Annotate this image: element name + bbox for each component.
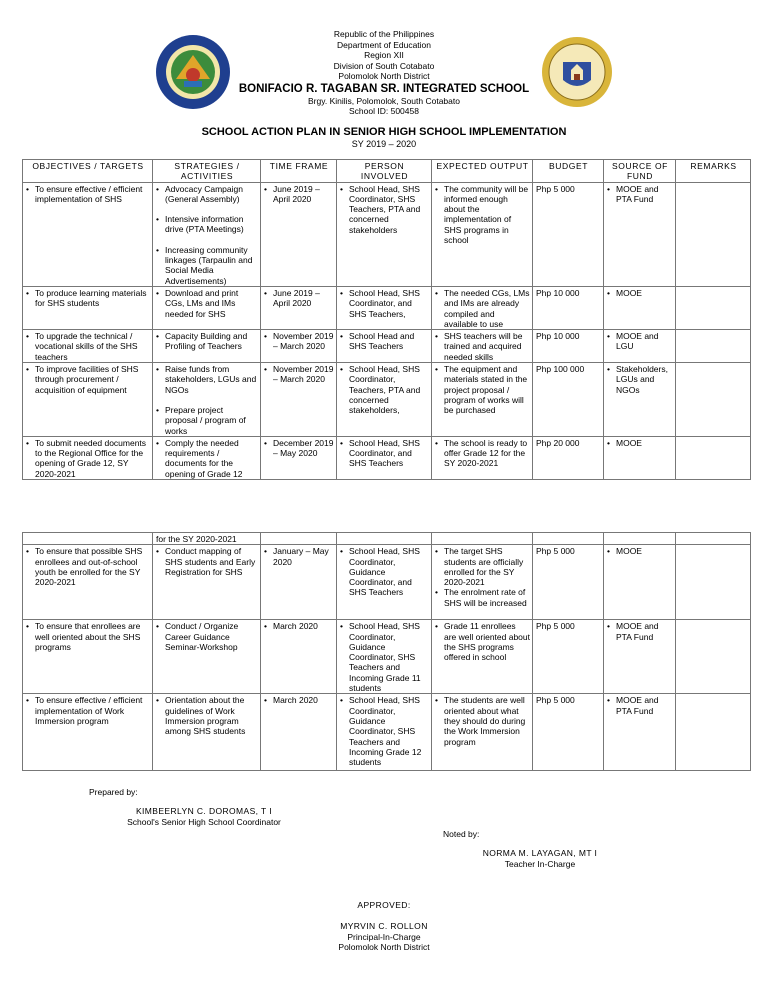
table-row bbox=[23, 363, 751, 437]
col-strategies: STRATEGIES / ACTIVITIES bbox=[153, 160, 261, 183]
bullet-icon: • bbox=[435, 695, 438, 706]
remarks-cell bbox=[676, 545, 751, 620]
objective-text: To produce learning materials for SHS students bbox=[35, 287, 147, 309]
outputs-cell bbox=[432, 436, 533, 479]
remarks-cell bbox=[676, 620, 751, 694]
header-region: Region XII bbox=[364, 50, 404, 60]
fund-source-text: MOOE bbox=[616, 546, 642, 557]
time-frame bbox=[264, 695, 334, 705]
bullet-icon: • bbox=[156, 287, 159, 298]
budget-cell: Php 20 000 bbox=[533, 436, 604, 479]
bullet-icon: • bbox=[340, 183, 343, 194]
objective bbox=[26, 438, 150, 479]
col-source-of-fund: SOURCE OF FUND bbox=[604, 160, 676, 183]
strategy-text: Advocacy Campaign (General Assembly) bbox=[165, 183, 243, 204]
strategy bbox=[156, 438, 258, 479]
strategy-text: Intensive information drive (PTA Meetings) bbox=[165, 214, 244, 235]
strategies-cell bbox=[153, 694, 261, 771]
budget-cell: Php 5 000 bbox=[533, 545, 604, 620]
persons-cell bbox=[337, 545, 432, 620]
bullet-icon: • bbox=[264, 183, 267, 194]
expected-output-text: The target SHS students are officially enrolled for the SY 2020-2021 bbox=[444, 546, 524, 588]
fund-source-text: MOOE and PTA Fund bbox=[616, 695, 659, 716]
persons-cell bbox=[337, 620, 432, 694]
prepared-by-name: KIMBEERLYN C. DOROMAS, T I bbox=[135, 806, 273, 816]
budget-cell: Php 5 000 bbox=[533, 182, 604, 286]
strategies-cell bbox=[153, 330, 261, 363]
objective-cell bbox=[23, 694, 153, 771]
school-name: BONIFACIO R. TAGABAN SR. INTEGRATED SCHOOL bbox=[238, 83, 530, 95]
table-row bbox=[23, 620, 751, 694]
objective-text: To ensure effective / efficient implementation of Work Immersion program bbox=[35, 695, 143, 726]
persons bbox=[340, 546, 429, 597]
approved-name: MYRVIN C. ROLLON bbox=[340, 921, 428, 931]
fund-source-text: MOOE and PTA Fund bbox=[616, 183, 659, 204]
continuation-row bbox=[23, 533, 751, 545]
objective-cell bbox=[23, 545, 153, 620]
persons-cell bbox=[337, 694, 432, 771]
bullet-icon: • bbox=[264, 437, 267, 448]
bullet-icon: • bbox=[435, 437, 438, 448]
expected-output bbox=[435, 621, 530, 662]
time-frame-cell bbox=[261, 620, 337, 694]
approved-label: APPROVED: bbox=[357, 900, 411, 910]
remarks-cell bbox=[676, 330, 751, 363]
bullet-icon: • bbox=[26, 331, 29, 342]
objective-cell bbox=[23, 182, 153, 286]
objective-text: To ensure that enrollees are well oriented about the SHS programs bbox=[35, 621, 141, 652]
persons bbox=[340, 621, 429, 693]
strategy bbox=[156, 405, 258, 436]
strategy bbox=[156, 621, 258, 652]
bullet-icon: • bbox=[156, 244, 159, 255]
bullet-icon: • bbox=[435, 621, 438, 632]
fund-source-text: MOOE and PTA Fund bbox=[616, 621, 659, 642]
objective bbox=[26, 546, 150, 587]
header-district: Polomolok North District bbox=[338, 71, 430, 81]
persons-cell bbox=[337, 363, 432, 437]
expected-output bbox=[435, 438, 530, 469]
bullet-icon: • bbox=[607, 437, 610, 448]
header-republic: Republic of the Philippines bbox=[333, 29, 435, 39]
bullet-icon: • bbox=[340, 695, 343, 706]
persons-cell bbox=[337, 330, 432, 363]
expected-output-text: The needed CGs, LMs and IMs are already compiled and available to use bbox=[444, 287, 530, 329]
expected-output-text: The enrolment rate of SHS will be increased bbox=[444, 587, 527, 608]
persons-text: School Head, SHS Coordinator, and SHS Teachers, bbox=[349, 287, 420, 319]
persons bbox=[340, 695, 429, 767]
objective bbox=[26, 364, 150, 395]
objective bbox=[26, 695, 150, 726]
fund-cell bbox=[604, 436, 676, 479]
strategies-cell bbox=[153, 182, 261, 286]
objective-text: To submit needed documents to the Regional Office for the opening of Grade 12, SY 2020-2021 bbox=[35, 437, 147, 479]
strategies-cell bbox=[153, 620, 261, 694]
bullet-icon: • bbox=[340, 546, 343, 557]
time-frame-text: March 2020 bbox=[273, 621, 318, 632]
expected-output-text: The school is ready to offer Grade 12 for the SY 2020-2021 bbox=[444, 437, 528, 469]
action-plan-table-page-2 bbox=[22, 532, 751, 771]
time-frame-cell bbox=[261, 436, 337, 479]
time-frame bbox=[264, 331, 334, 352]
strategy-text: Comply the needed requirements / documents for the opening of Grade 12 bbox=[165, 437, 243, 479]
noted-by-position: Teacher In-Charge bbox=[504, 859, 576, 869]
objective-cell bbox=[23, 286, 153, 329]
time-frame-text: November 2019 – March 2020 bbox=[273, 331, 334, 352]
objective bbox=[26, 331, 150, 362]
fund-cell bbox=[604, 330, 676, 363]
budget-cell: Php 5 000 bbox=[533, 620, 604, 694]
persons-cell bbox=[337, 182, 432, 286]
table-row bbox=[23, 436, 751, 479]
table-row bbox=[23, 545, 751, 620]
bullet-icon: • bbox=[156, 331, 159, 342]
strategy-text: Capacity Building and Profiling of Teachers bbox=[165, 331, 248, 352]
fund-source bbox=[607, 288, 673, 298]
outputs-cell bbox=[432, 182, 533, 286]
school-id: School ID: 500458 bbox=[349, 106, 419, 116]
objective-text: To ensure that possible SHS enrollees and out-of-school youth be enrolled for the SY 2020-2021 bbox=[35, 546, 143, 588]
expected-output bbox=[435, 364, 530, 415]
strategy bbox=[156, 245, 258, 286]
plan-title: SCHOOL ACTION PLAN IN SENIOR HIGH SCHOOL IMPLEMENTATION bbox=[201, 126, 567, 138]
time-frame-cell bbox=[261, 694, 337, 771]
bullet-icon: • bbox=[264, 287, 267, 298]
bullet-icon: • bbox=[26, 287, 29, 298]
strategy bbox=[156, 364, 258, 395]
objective bbox=[26, 621, 150, 652]
bullet-icon: • bbox=[435, 364, 438, 375]
persons-text: School Head, SHS Coordinator, and SHS Teachers bbox=[349, 437, 420, 469]
outputs-cell bbox=[432, 694, 533, 771]
remarks-cell bbox=[676, 182, 751, 286]
fund-source bbox=[607, 438, 673, 448]
bullet-icon: • bbox=[340, 364, 343, 375]
remarks-cell bbox=[676, 436, 751, 479]
objective-text: To upgrade the technical / vocational skills of the SHS teachers bbox=[35, 331, 138, 362]
bullet-icon: • bbox=[156, 214, 159, 225]
outputs-cell bbox=[432, 545, 533, 620]
bullet-icon: • bbox=[156, 546, 159, 557]
fund-cell bbox=[604, 182, 676, 286]
time-frame-text: November 2019 – March 2020 bbox=[273, 364, 334, 385]
strategy-text: Conduct / Organize Career Guidance Seminar-Workshop bbox=[165, 621, 239, 652]
action-plan-table-page-1 bbox=[22, 159, 751, 480]
school-address: Brgy. Kinilis, Polomolok, South Cotabato bbox=[308, 96, 460, 106]
strategies-cell bbox=[153, 436, 261, 479]
time-frame bbox=[264, 184, 334, 205]
time-frame-cell bbox=[261, 330, 337, 363]
strategy-text: Conduct mapping of SHS students and Early Registration for SHS bbox=[165, 546, 256, 577]
col-time-frame: TIME FRAME bbox=[261, 160, 337, 183]
remarks-cell bbox=[676, 286, 751, 329]
bullet-icon: • bbox=[340, 287, 343, 298]
time-frame bbox=[264, 438, 334, 459]
bullet-icon: • bbox=[264, 546, 267, 557]
bullet-icon: • bbox=[26, 364, 29, 375]
persons bbox=[340, 438, 429, 469]
bullet-icon: • bbox=[156, 364, 159, 375]
remarks-cell bbox=[676, 363, 751, 437]
expected-output bbox=[435, 288, 530, 329]
bullet-icon: • bbox=[435, 546, 438, 557]
bullet-icon: • bbox=[264, 621, 267, 632]
bullet-icon: • bbox=[26, 437, 29, 448]
time-frame bbox=[264, 546, 334, 567]
bullet-icon: • bbox=[607, 287, 610, 298]
fund-cell bbox=[604, 545, 676, 620]
strategies-cell bbox=[153, 286, 261, 329]
col-objectives: OBJECTIVES / TARGETS bbox=[23, 160, 153, 183]
approved-position: Principal-In-Charge bbox=[347, 932, 421, 942]
budget-cell: Php 10 000 bbox=[533, 330, 604, 363]
bullet-icon: • bbox=[156, 437, 159, 448]
prepared-by-position: School's Senior High School Coordinator bbox=[127, 817, 281, 827]
bullet-icon: • bbox=[435, 587, 438, 598]
time-frame-text: June 2019 – April 2020 bbox=[273, 287, 320, 309]
bullet-icon: • bbox=[156, 621, 159, 632]
persons-cell bbox=[337, 436, 432, 479]
strategies-cell bbox=[153, 545, 261, 620]
time-frame bbox=[264, 288, 334, 309]
fund-source-text: MOOE and LGU bbox=[616, 331, 659, 352]
strategy-text: Increasing community linkages (Tarpaulin and Social Media Advertisements) bbox=[165, 244, 253, 286]
approved-district: Polomolok North District bbox=[338, 942, 430, 952]
fund-source-text: MOOE bbox=[616, 287, 642, 298]
bullet-icon: • bbox=[607, 183, 610, 194]
outputs-cell bbox=[432, 620, 533, 694]
expected-output bbox=[435, 331, 530, 362]
persons-text: School Head and SHS Teachers bbox=[349, 331, 415, 352]
persons-text: School Head, SHS Coordinator, Guidance Coordinator, SHS Teachers and Incoming Grade 12 students bbox=[349, 695, 422, 768]
col-budget: BUDGET bbox=[533, 160, 604, 183]
time-frame-cell bbox=[261, 182, 337, 286]
fund-source bbox=[607, 184, 673, 205]
budget-cell: Php 5 000 bbox=[533, 694, 604, 771]
expected-output-text: SHS teachers will be trained and acquired needed skills bbox=[444, 331, 523, 362]
bullet-icon: • bbox=[435, 331, 438, 342]
bullet-icon: • bbox=[340, 621, 343, 632]
bullet-icon: • bbox=[340, 437, 343, 448]
persons-text: School Head, SHS Coordinator, Teachers, PTA and concerned stakeholders, bbox=[349, 364, 421, 416]
objective-cell bbox=[23, 436, 153, 479]
persons bbox=[340, 364, 429, 415]
objective-cell bbox=[23, 330, 153, 363]
fund-source-text: MOOE bbox=[616, 437, 642, 448]
persons-text: School Head, SHS Coordinator, Guidance Coordinator, SHS Teachers and Incoming Grade 11 students bbox=[349, 621, 421, 694]
persons bbox=[340, 184, 429, 235]
table-row bbox=[23, 286, 751, 329]
persons-text: School Head, SHS Coordinator, SHS Teachers, PTA and concerned stakeholders bbox=[349, 183, 421, 235]
fund-source-text: Stakeholders, LGUs and NGOs bbox=[616, 364, 668, 395]
time-frame-text: December 2019 – May 2020 bbox=[273, 437, 334, 459]
expected-output bbox=[435, 184, 530, 246]
bullet-icon: • bbox=[156, 695, 159, 706]
strategy bbox=[156, 331, 258, 352]
outputs-cell bbox=[432, 286, 533, 329]
time-frame-text: March 2020 bbox=[273, 695, 318, 706]
prepared-by-label: Prepared by: bbox=[89, 787, 138, 797]
bullet-icon: • bbox=[435, 183, 438, 194]
objective-cell bbox=[23, 363, 153, 437]
time-frame-text: January – May 2020 bbox=[273, 546, 329, 567]
strategy bbox=[156, 288, 258, 319]
time-frame bbox=[264, 621, 334, 631]
table-row bbox=[23, 182, 751, 286]
table-row bbox=[23, 330, 751, 363]
strategy bbox=[156, 214, 258, 235]
budget-cell: Php 10 000 bbox=[533, 286, 604, 329]
objective-text: To ensure effective / efficient implementation of SHS bbox=[35, 183, 143, 204]
bullet-icon: • bbox=[264, 331, 267, 342]
fund-source bbox=[607, 621, 673, 642]
time-frame bbox=[264, 364, 334, 385]
persons bbox=[340, 288, 429, 319]
time-frame-cell bbox=[261, 286, 337, 329]
time-frame-text: June 2019 – April 2020 bbox=[273, 183, 320, 204]
expected-output-text: The students are well oriented about what they should do during the Work Immersion program bbox=[444, 695, 526, 747]
objective-text: To improve facilities of SHS through procurement / acquisition of equipment bbox=[35, 364, 139, 395]
bullet-icon: • bbox=[26, 695, 29, 706]
bullet-icon: • bbox=[340, 331, 343, 342]
persons-text: School Head, SHS Coordinator, Guidance Coordinator, and SHS Teachers bbox=[349, 546, 420, 598]
expected-output-text: The community will be informed enough about the implementation of SHS programs in school bbox=[444, 183, 529, 246]
fund-cell bbox=[604, 620, 676, 694]
fund-source bbox=[607, 364, 673, 395]
bullet-icon: • bbox=[156, 183, 159, 194]
strategy-text: Orientation about the guidelines of Work Immersion program among SHS students bbox=[165, 695, 246, 737]
bullet-icon: • bbox=[156, 404, 159, 415]
time-frame-cell bbox=[261, 363, 337, 437]
col-remarks: REMARKS bbox=[676, 160, 751, 183]
fund-source bbox=[607, 546, 673, 556]
bullet-icon: • bbox=[26, 546, 29, 557]
expected-output bbox=[435, 546, 530, 587]
bullet-icon: • bbox=[264, 364, 267, 375]
persons-cell bbox=[337, 286, 432, 329]
expected-output-text: The equipment and materials stated in the project proposal / program of works will be purchased bbox=[444, 364, 528, 416]
bullet-icon: • bbox=[26, 621, 29, 632]
col-expected-output: EXPECTED OUTPUT bbox=[432, 160, 533, 183]
fund-source bbox=[607, 331, 673, 352]
bullet-icon: • bbox=[607, 331, 610, 342]
objective bbox=[26, 288, 150, 309]
bullet-icon: • bbox=[435, 287, 438, 298]
objective bbox=[26, 184, 150, 205]
fund-cell bbox=[604, 694, 676, 771]
fund-cell bbox=[604, 286, 676, 329]
strategy-text: Raise funds from stakeholders, LGUs and NGOs bbox=[165, 364, 257, 395]
outputs-cell bbox=[432, 330, 533, 363]
noted-by-label: Noted by: bbox=[443, 829, 480, 839]
fund-source bbox=[607, 695, 673, 716]
bullet-icon: • bbox=[607, 364, 610, 375]
bullet-icon: • bbox=[607, 621, 610, 632]
bullet-icon: • bbox=[264, 695, 267, 706]
budget-cell: Php 100 000 bbox=[533, 363, 604, 437]
strategy-text: Download and print CGs, LMs and IMs needed for SHS bbox=[165, 287, 239, 319]
bullet-icon: • bbox=[26, 183, 29, 194]
col-person-involved: PERSON INVOLVED bbox=[337, 160, 432, 183]
header-department: Department of Education bbox=[336, 40, 432, 50]
school-year: SY 2019 – 2020 bbox=[351, 139, 417, 149]
outputs-cell bbox=[432, 363, 533, 437]
expected-output-text: Grade 11 enrollees are well oriented about the SHS programs offered in school bbox=[444, 621, 531, 663]
noted-by-name: NORMA M. LAYAGAN, MT I bbox=[482, 848, 598, 858]
strategy bbox=[156, 184, 258, 205]
strategy bbox=[156, 695, 258, 736]
bullet-icon: • bbox=[607, 546, 610, 557]
table-row bbox=[23, 694, 751, 771]
strategy bbox=[156, 546, 258, 577]
expected-output bbox=[435, 695, 530, 746]
expected-output bbox=[435, 587, 530, 608]
strategies-cell bbox=[153, 363, 261, 437]
strategy-text: Prepare project proposal / program of works bbox=[165, 404, 246, 436]
bullet-icon: • bbox=[607, 695, 610, 706]
continuation-text: for the SY 2020-2021 bbox=[153, 533, 261, 545]
objective-cell bbox=[23, 620, 153, 694]
time-frame-cell bbox=[261, 545, 337, 620]
fund-cell bbox=[604, 363, 676, 437]
persons bbox=[340, 331, 429, 352]
table-header-row bbox=[23, 160, 751, 183]
header-division: Division of South Cotabato bbox=[333, 61, 435, 71]
remarks-cell bbox=[676, 694, 751, 771]
